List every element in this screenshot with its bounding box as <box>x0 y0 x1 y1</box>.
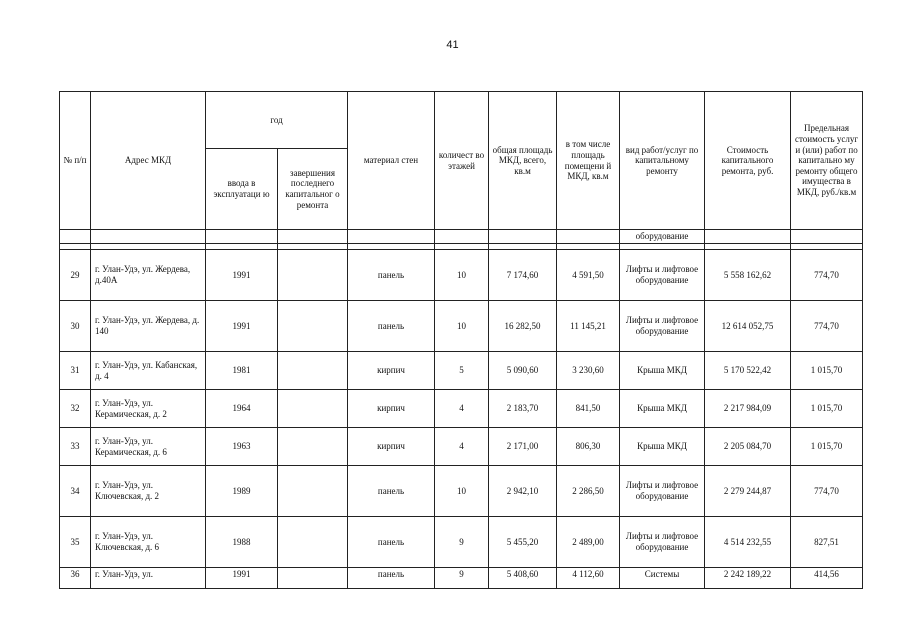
header-address: Адрес МКД <box>91 92 206 230</box>
repair-register-table <box>59 91 863 589</box>
cell-material: кирпич <box>348 428 435 466</box>
cell-year-last-repair <box>278 568 348 589</box>
cell-premises-area: 4 112,60 <box>557 568 620 589</box>
cell-empty <box>705 230 791 244</box>
cell-year-commission: 1988 <box>206 517 278 568</box>
cell-address: г. Улан-Удэ, ул. Ключевская, д. 2 <box>91 466 206 517</box>
cell-premises-area: 4 591,50 <box>557 250 620 301</box>
header-floors: количест во этажей <box>435 92 489 230</box>
cell-floors: 9 <box>435 517 489 568</box>
cell-address: г. Улан-Удэ, ул. Ключевская, д. 6 <box>91 517 206 568</box>
header-total-area: общая площадь МКД, всего, кв.м <box>489 92 557 230</box>
header-num: № п/п <box>60 92 91 230</box>
cell-material: панель <box>348 250 435 301</box>
table-row <box>60 517 863 568</box>
cell-max-cost: 1 015,70 <box>791 352 863 390</box>
cell-work-type: Крыша МКД <box>620 352 705 390</box>
cell-floors: 9 <box>435 568 489 589</box>
header-max-cost: Предельная стоимость услуг и (или) работ по капитально му ремонту общего имущества в МКД, руб./кв.м <box>791 92 863 230</box>
cell-work-type: Лифты и лифтовое оборудование <box>620 466 705 517</box>
cell-empty <box>435 230 489 244</box>
cell-total-area: 5 408,60 <box>489 568 557 589</box>
cell-cost: 2 242 189,22 <box>705 568 791 589</box>
cell-empty <box>278 230 348 244</box>
cell-total-area: 7 174,60 <box>489 250 557 301</box>
cell-year-commission: 1964 <box>206 390 278 428</box>
cell-premises-area: 806,30 <box>557 428 620 466</box>
cell-material: кирпич <box>348 352 435 390</box>
cell-cost: 2 205 084,70 <box>705 428 791 466</box>
cell-address: г. Улан-Удэ, ул. Кабанская, д. 4 <box>91 352 206 390</box>
cell-empty <box>791 230 863 244</box>
cell-premises-area: 2 286,50 <box>557 466 620 517</box>
cell-total-area: 16 282,50 <box>489 301 557 352</box>
cell-address: г. Улан-Удэ, ул. Жердева, д. 140 <box>91 301 206 352</box>
cell-year-last-repair <box>278 428 348 466</box>
cell-premises-area: 11 145,21 <box>557 301 620 352</box>
header-cost: Стоимость капитального ремонта, руб. <box>705 92 791 230</box>
cell-material: панель <box>348 568 435 589</box>
cell-year-commission: 1991 <box>206 568 278 589</box>
cell-empty <box>60 230 91 244</box>
cell-address: г. Улан-Удэ, ул. Керамическая, д. 2 <box>91 390 206 428</box>
cell-premises-area: 3 230,60 <box>557 352 620 390</box>
cell-work-type: Лифты и лифтовое оборудование <box>620 517 705 568</box>
cell-floors: 5 <box>435 352 489 390</box>
header-work-type: вид работ/услуг по капитальному ремонту <box>620 92 705 230</box>
cell-work-type: Крыша МКД <box>620 428 705 466</box>
table-row <box>60 301 863 352</box>
cell-empty <box>489 230 557 244</box>
cell-year-commission: 1981 <box>206 352 278 390</box>
cell-empty <box>206 230 278 244</box>
cell-cost: 2 217 984,09 <box>705 390 791 428</box>
page-number: 41 <box>446 39 459 51</box>
cell-max-cost: 414,56 <box>791 568 863 589</box>
cell-num: 33 <box>60 428 91 466</box>
cell-premises-area: 841,50 <box>557 390 620 428</box>
cell-cost: 5 558 162,62 <box>705 250 791 301</box>
cell-total-area: 5 090,60 <box>489 352 557 390</box>
table-row <box>60 390 863 428</box>
cell-num: 35 <box>60 517 91 568</box>
cell-year-last-repair <box>278 250 348 301</box>
cell-max-cost: 774,70 <box>791 250 863 301</box>
cell-year-last-repair <box>278 352 348 390</box>
header-premises-area: в том числе площадь помещени й МКД, кв.м <box>557 92 620 230</box>
cell-cost: 12 614 052,75 <box>705 301 791 352</box>
cell-num: 32 <box>60 390 91 428</box>
table-header <box>60 92 863 230</box>
cell-work-type: Крыша МКД <box>620 390 705 428</box>
table-body <box>60 230 863 589</box>
table-row <box>60 568 863 589</box>
cell-cost: 2 279 244,87 <box>705 466 791 517</box>
table-row <box>60 250 863 301</box>
cell-floors: 10 <box>435 466 489 517</box>
cell-max-cost: 827,51 <box>791 517 863 568</box>
cell-year-commission: 1991 <box>206 250 278 301</box>
cell-work-type: оборудование <box>620 230 705 244</box>
cell-work-type: Системы <box>620 568 705 589</box>
header-year-commission: ввода в эксплуатаци ю <box>206 149 278 230</box>
table-row <box>60 428 863 466</box>
cell-max-cost: 1 015,70 <box>791 428 863 466</box>
cell-total-area: 5 455,20 <box>489 517 557 568</box>
table-row <box>60 352 863 390</box>
cell-year-last-repair <box>278 390 348 428</box>
continuation-row <box>60 230 863 244</box>
cell-max-cost: 774,70 <box>791 466 863 517</box>
cell-num: 31 <box>60 352 91 390</box>
cell-year-last-repair <box>278 301 348 352</box>
cell-total-area: 2 171,00 <box>489 428 557 466</box>
header-wall-material: материал стен <box>348 92 435 230</box>
cell-cost: 4 514 232,55 <box>705 517 791 568</box>
header-year-last-repair: завершения последнего капитальног о ремонта <box>278 149 348 230</box>
cell-year-commission: 1991 <box>206 301 278 352</box>
cell-year-commission: 1963 <box>206 428 278 466</box>
cell-year-last-repair <box>278 517 348 568</box>
cell-num: 30 <box>60 301 91 352</box>
cell-material: кирпич <box>348 390 435 428</box>
cell-year-commission: 1989 <box>206 466 278 517</box>
cell-max-cost: 774,70 <box>791 301 863 352</box>
cell-floors: 4 <box>435 428 489 466</box>
cell-max-cost: 1 015,70 <box>791 390 863 428</box>
cell-empty <box>348 230 435 244</box>
table-row <box>60 466 863 517</box>
cell-floors: 10 <box>435 301 489 352</box>
header-year: год <box>206 92 348 149</box>
cell-empty <box>557 230 620 244</box>
cell-num: 36 <box>60 568 91 589</box>
cell-premises-area: 2 489,00 <box>557 517 620 568</box>
cell-work-type: Лифты и лифтовое оборудование <box>620 250 705 301</box>
cell-num: 29 <box>60 250 91 301</box>
cell-total-area: 2 183,70 <box>489 390 557 428</box>
cell-empty <box>91 230 206 244</box>
cell-address: г. Улан-Удэ, ул. Керамическая, д. 6 <box>91 428 206 466</box>
cell-cost: 5 170 522,42 <box>705 352 791 390</box>
cell-material: панель <box>348 301 435 352</box>
cell-address: г. Улан-Удэ, ул. Жердева, д.40А <box>91 250 206 301</box>
cell-material: панель <box>348 466 435 517</box>
cell-address: г. Улан-Удэ, ул. <box>91 568 206 589</box>
cell-work-type: Лифты и лифтовое оборудование <box>620 301 705 352</box>
cell-floors: 10 <box>435 250 489 301</box>
cell-material: панель <box>348 517 435 568</box>
cell-num: 34 <box>60 466 91 517</box>
cell-floors: 4 <box>435 390 489 428</box>
cell-total-area: 2 942,10 <box>489 466 557 517</box>
cell-year-last-repair <box>278 466 348 517</box>
